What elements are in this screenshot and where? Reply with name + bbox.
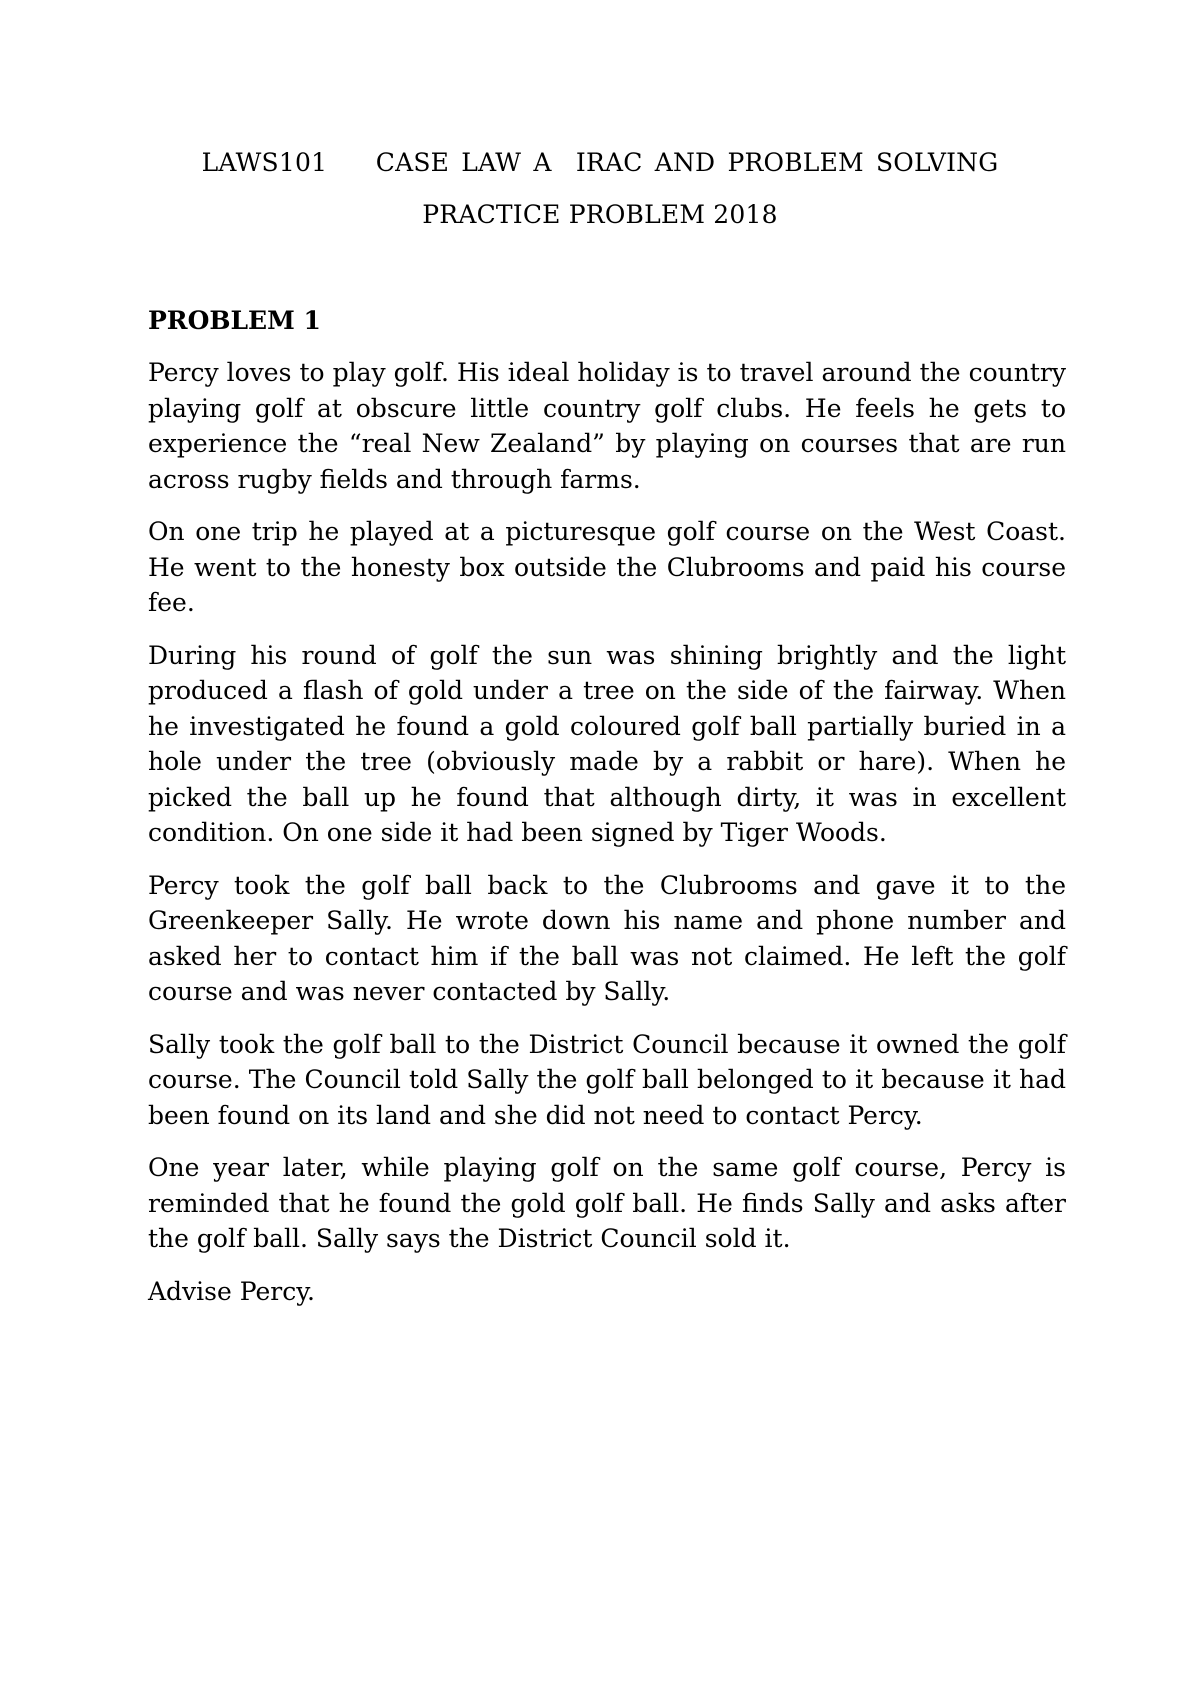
problem-heading: PROBLEM 1 [148,306,321,335]
paragraph-intro: Percy loves to play golf. His ideal holiday is to travel around the country playing golf at obscure little country golf clubs. He feels he gets to experience the “real New Zealand” by playing on courses that are run across rugby fields and through farms. [148,358,1066,494]
paragraph-greenkeeper: Percy took the golf ball back to the Clubrooms and gave it to the Greenkeeper Sally. He wrote down his name and phone number and asked her to contact him if the ball was not claimed. He left the golf course and was never contacted by Sally. [148,870,1066,1006]
paragraph-course-fee: On one trip he played at a picturesque golf course on the West Coast. He went to the honesty box outside the Clubrooms and paid his course fee. [148,517,1066,617]
problem-body [148,355,1066,1326]
document-subtitle: PRACTICE PROBLEM 2018 [422,200,778,229]
paragraph-advise: Advise Percy. [148,1276,315,1306]
document-title: LAWS101 CASE LAW A IRAC AND PROBLEM SOLVING [201,148,999,177]
paragraph-council: Sally took the golf ball to the District Council because it owned the golf course. The Council told Sally the golf ball belonged to it because it had been found on its land and she did not need to contact Percy. [148,1029,1066,1130]
paragraph-year-later: One year later, while playing golf on the same golf course, Percy is reminded that he found the gold golf ball. He finds Sally and asks after the golf ball. Sally says the District Council sold it. [148,1153,1066,1253]
paragraph-ball-found: During his round of golf the sun was shining brightly and the light produced a flash of gold under a tree on the side of the fairway. When he investigated he found a gold coloured golf ball partially buried in a hole under the tree (obviously made by a rabbit or hare). When he picked the ball up he found that although dirty, it was in excellent condition. On one side it had been signed by Tiger Woods. [148,640,1066,847]
